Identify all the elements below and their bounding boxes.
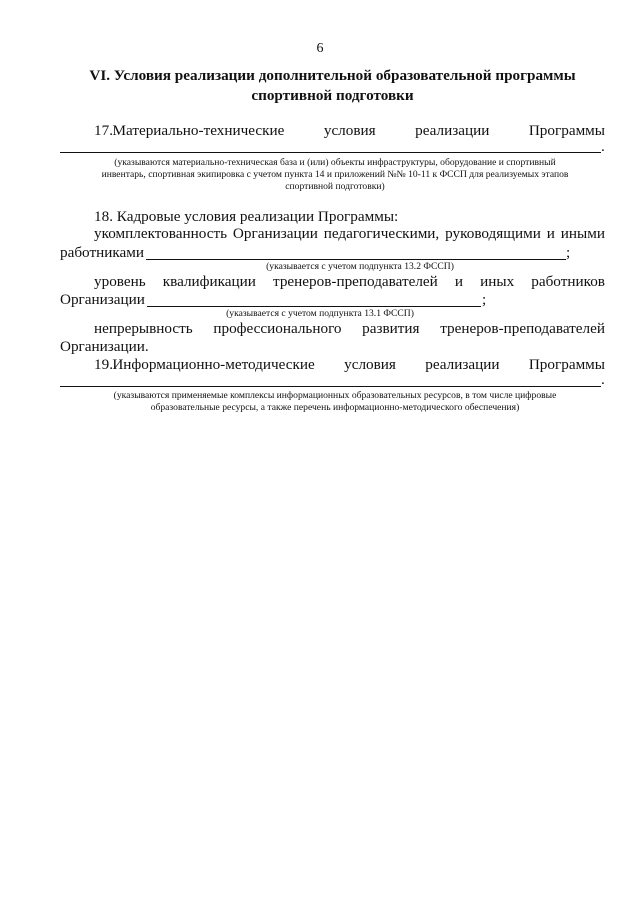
- qualification-word: работников: [531, 273, 605, 290]
- item19-word: 19.: [94, 356, 113, 373]
- qualification-word: и: [454, 273, 464, 290]
- item19-fill-line: [60, 386, 601, 387]
- continuity-word: развития: [362, 320, 420, 337]
- staffing-word: педагогическими,: [323, 225, 440, 242]
- item17-end-punct: .: [601, 138, 605, 155]
- qualification-continuation: Организации: [60, 291, 145, 308]
- staffing-word: руководящими: [445, 225, 541, 242]
- item17-fill-line: [60, 152, 601, 153]
- item19-note-line2: образовательные ресурсы, а также перечень информационно-методического обеспечения): [150, 402, 520, 413]
- item17-word: Материально-технические: [112, 122, 285, 139]
- qualification-word: уровень: [94, 273, 146, 290]
- continuity-word: профессионального: [213, 320, 342, 337]
- item17-note-line1: (указываются материально-техническая база и (или) объекты инфраструктуры, оборудование и спортивный: [114, 157, 556, 168]
- staffing-continuation: работниками: [60, 244, 144, 261]
- item17-word: 17.: [94, 122, 113, 139]
- item18-staffing-line: [94, 224, 605, 244]
- item18-heading: 18. Кадровые условия реализации Программы:: [94, 208, 399, 225]
- section-title-line2: спортивной подготовки: [251, 87, 414, 104]
- item19-line: [94, 355, 605, 375]
- item19-note-line1: (указываются применяемые комплексы информационных образовательных ресурсов, в том числе цифровые: [113, 390, 557, 401]
- item17-note-line3: спортивной подготовки): [285, 181, 385, 192]
- staffing-word: и: [546, 225, 555, 242]
- item17-word: реализации: [415, 122, 490, 139]
- item17-word: условия: [323, 122, 376, 139]
- item18-qualification-line: [94, 272, 605, 292]
- qualification-end-punct: ;: [482, 291, 487, 308]
- qualification-word: иных: [480, 273, 515, 290]
- item19-end-punct: .: [601, 371, 605, 388]
- staffing-word: иными: [560, 225, 605, 242]
- continuity-word: непрерывность: [94, 320, 193, 337]
- staffing-word: укомплектованность: [94, 225, 228, 242]
- item18-continuity-line: [94, 319, 605, 339]
- item19-word: реализации: [425, 356, 500, 373]
- item19-word: Программы: [528, 356, 605, 373]
- staffing-end-punct: ;: [566, 244, 571, 261]
- item17-word: Программы: [528, 122, 605, 139]
- qualification-word: квалификации: [162, 273, 256, 290]
- qualification-word: тренеров-преподавателей: [273, 273, 438, 290]
- staffing-word: Организации: [232, 225, 318, 242]
- item19-word: Информационно-методические: [112, 356, 315, 373]
- section-title-line1: VI. Условия реализации дополнительной образовательной программы: [89, 67, 576, 84]
- qualification-note: (указывается с учетом подпункта 13.1 ФССП): [226, 308, 414, 319]
- item17-line: [94, 121, 605, 141]
- page-number: 6: [316, 41, 324, 56]
- item17-note-line2: инвентарь, спортивная экипировка с учетом пункта 14 и приложений №№ 10-11 к ФССП для реализуемых этапов: [101, 169, 569, 180]
- continuity-continuation: Организации.: [60, 338, 149, 355]
- continuity-word: тренеров-преподавателей: [440, 320, 605, 337]
- item19-word: условия: [344, 356, 396, 373]
- staffing-note: (указывается с учетом подпункта 13.2 ФССП): [266, 261, 454, 272]
